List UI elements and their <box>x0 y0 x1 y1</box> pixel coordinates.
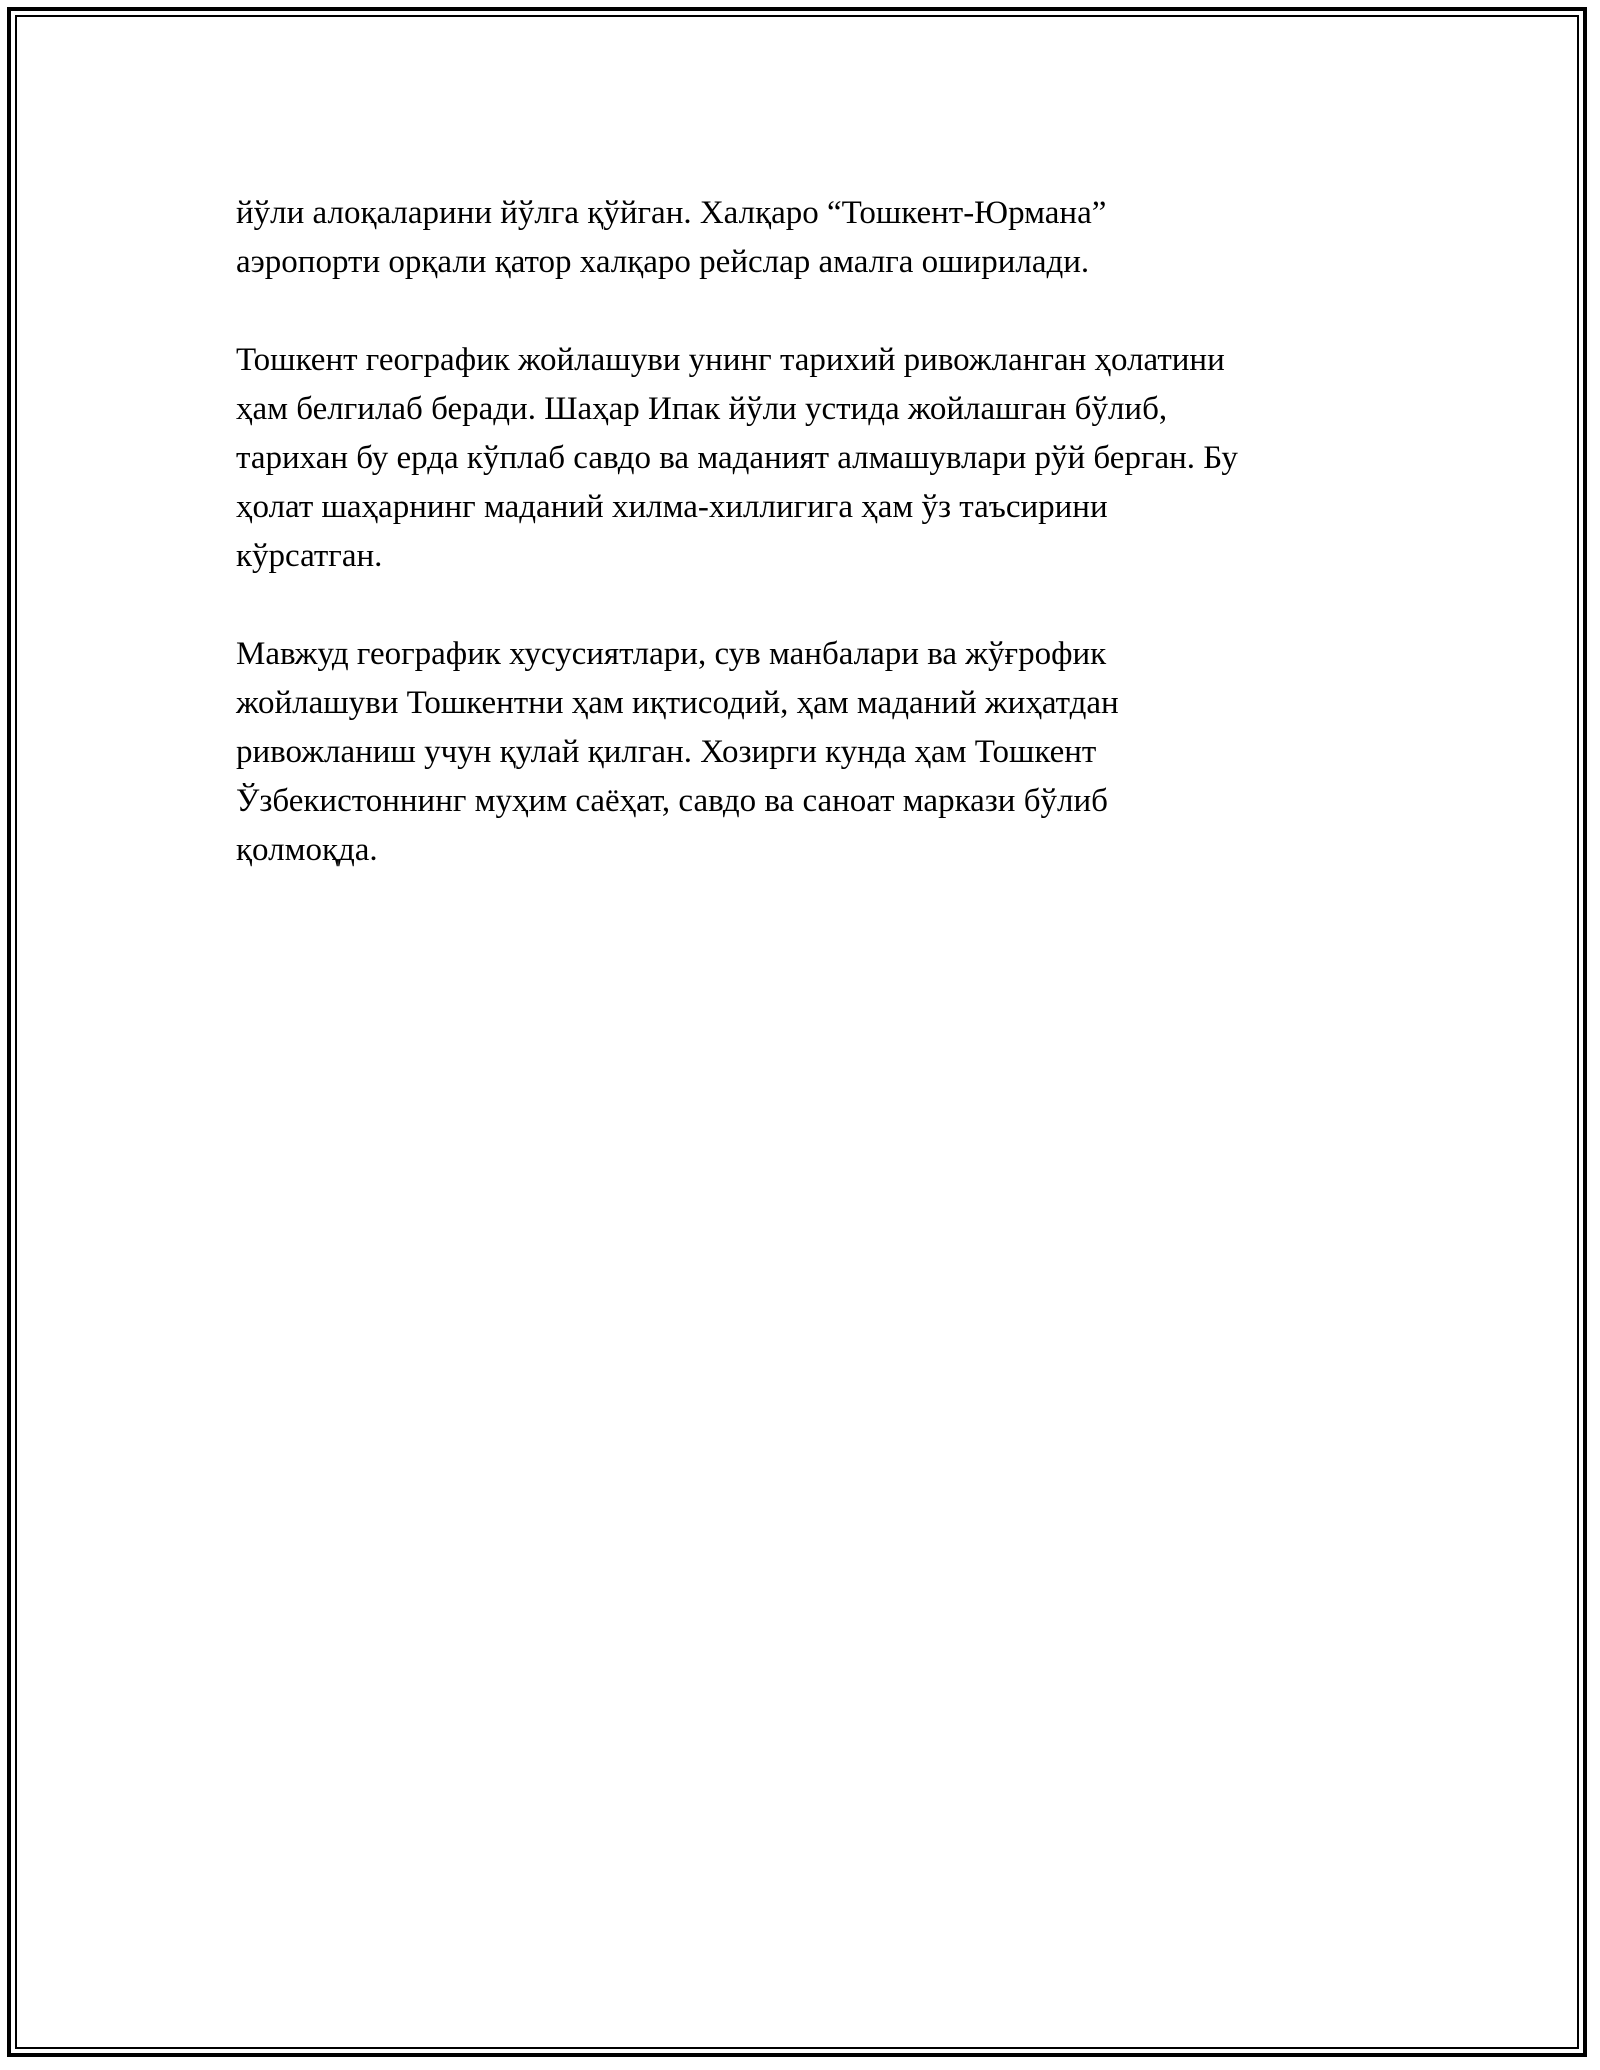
paragraph-line: тарихан бу ерда кўплаб савдо ва маданият алмашувлари рўй берган. Бу <box>236 440 1238 476</box>
paragraph-line: ҳолат шаҳарнинг маданий хилма-хиллигига ҳам ўз таъсирини <box>236 489 1108 525</box>
paragraph-line: Ўзбекистоннинг муҳим саёҳат, савдо ва саноат маркази бўлиб <box>236 783 1108 819</box>
paragraph-1 <box>236 189 1386 287</box>
paragraph-line: кўрсатган. <box>236 538 383 574</box>
paragraph-line: ривожланиш учун қулай қилган. Хозирги кунда ҳам Тошкент <box>236 734 1097 770</box>
paragraph-line: Тошкент географик жойлашуви унинг тарихий ривожланган ҳолатини <box>236 342 1225 378</box>
paragraph-3 <box>236 630 1386 875</box>
paragraph-2 <box>236 336 1386 581</box>
document-body <box>236 189 1386 924</box>
paragraph-line: ҳам белгилаб беради. Шаҳар Ипак йўли устида жойлашган бўлиб, <box>236 391 1168 427</box>
paragraph-line: Мавжуд географик хусусиятлари, сув манбалари ва жўғрофик <box>236 636 1107 672</box>
paragraph-line: йўли алоқаларини йўлга қўйган. Халқаро “Тошкент-Юрмана” <box>236 195 1107 231</box>
paragraph-line: жойлашуви Тошкентни ҳам иқтисодий, ҳам маданий жиҳатдан <box>236 685 1119 721</box>
paragraph-line: аэропорти орқали қатор халқаро рейслар амалга оширилади. <box>236 244 1090 280</box>
paragraph-line: қолмоқда. <box>236 832 378 868</box>
